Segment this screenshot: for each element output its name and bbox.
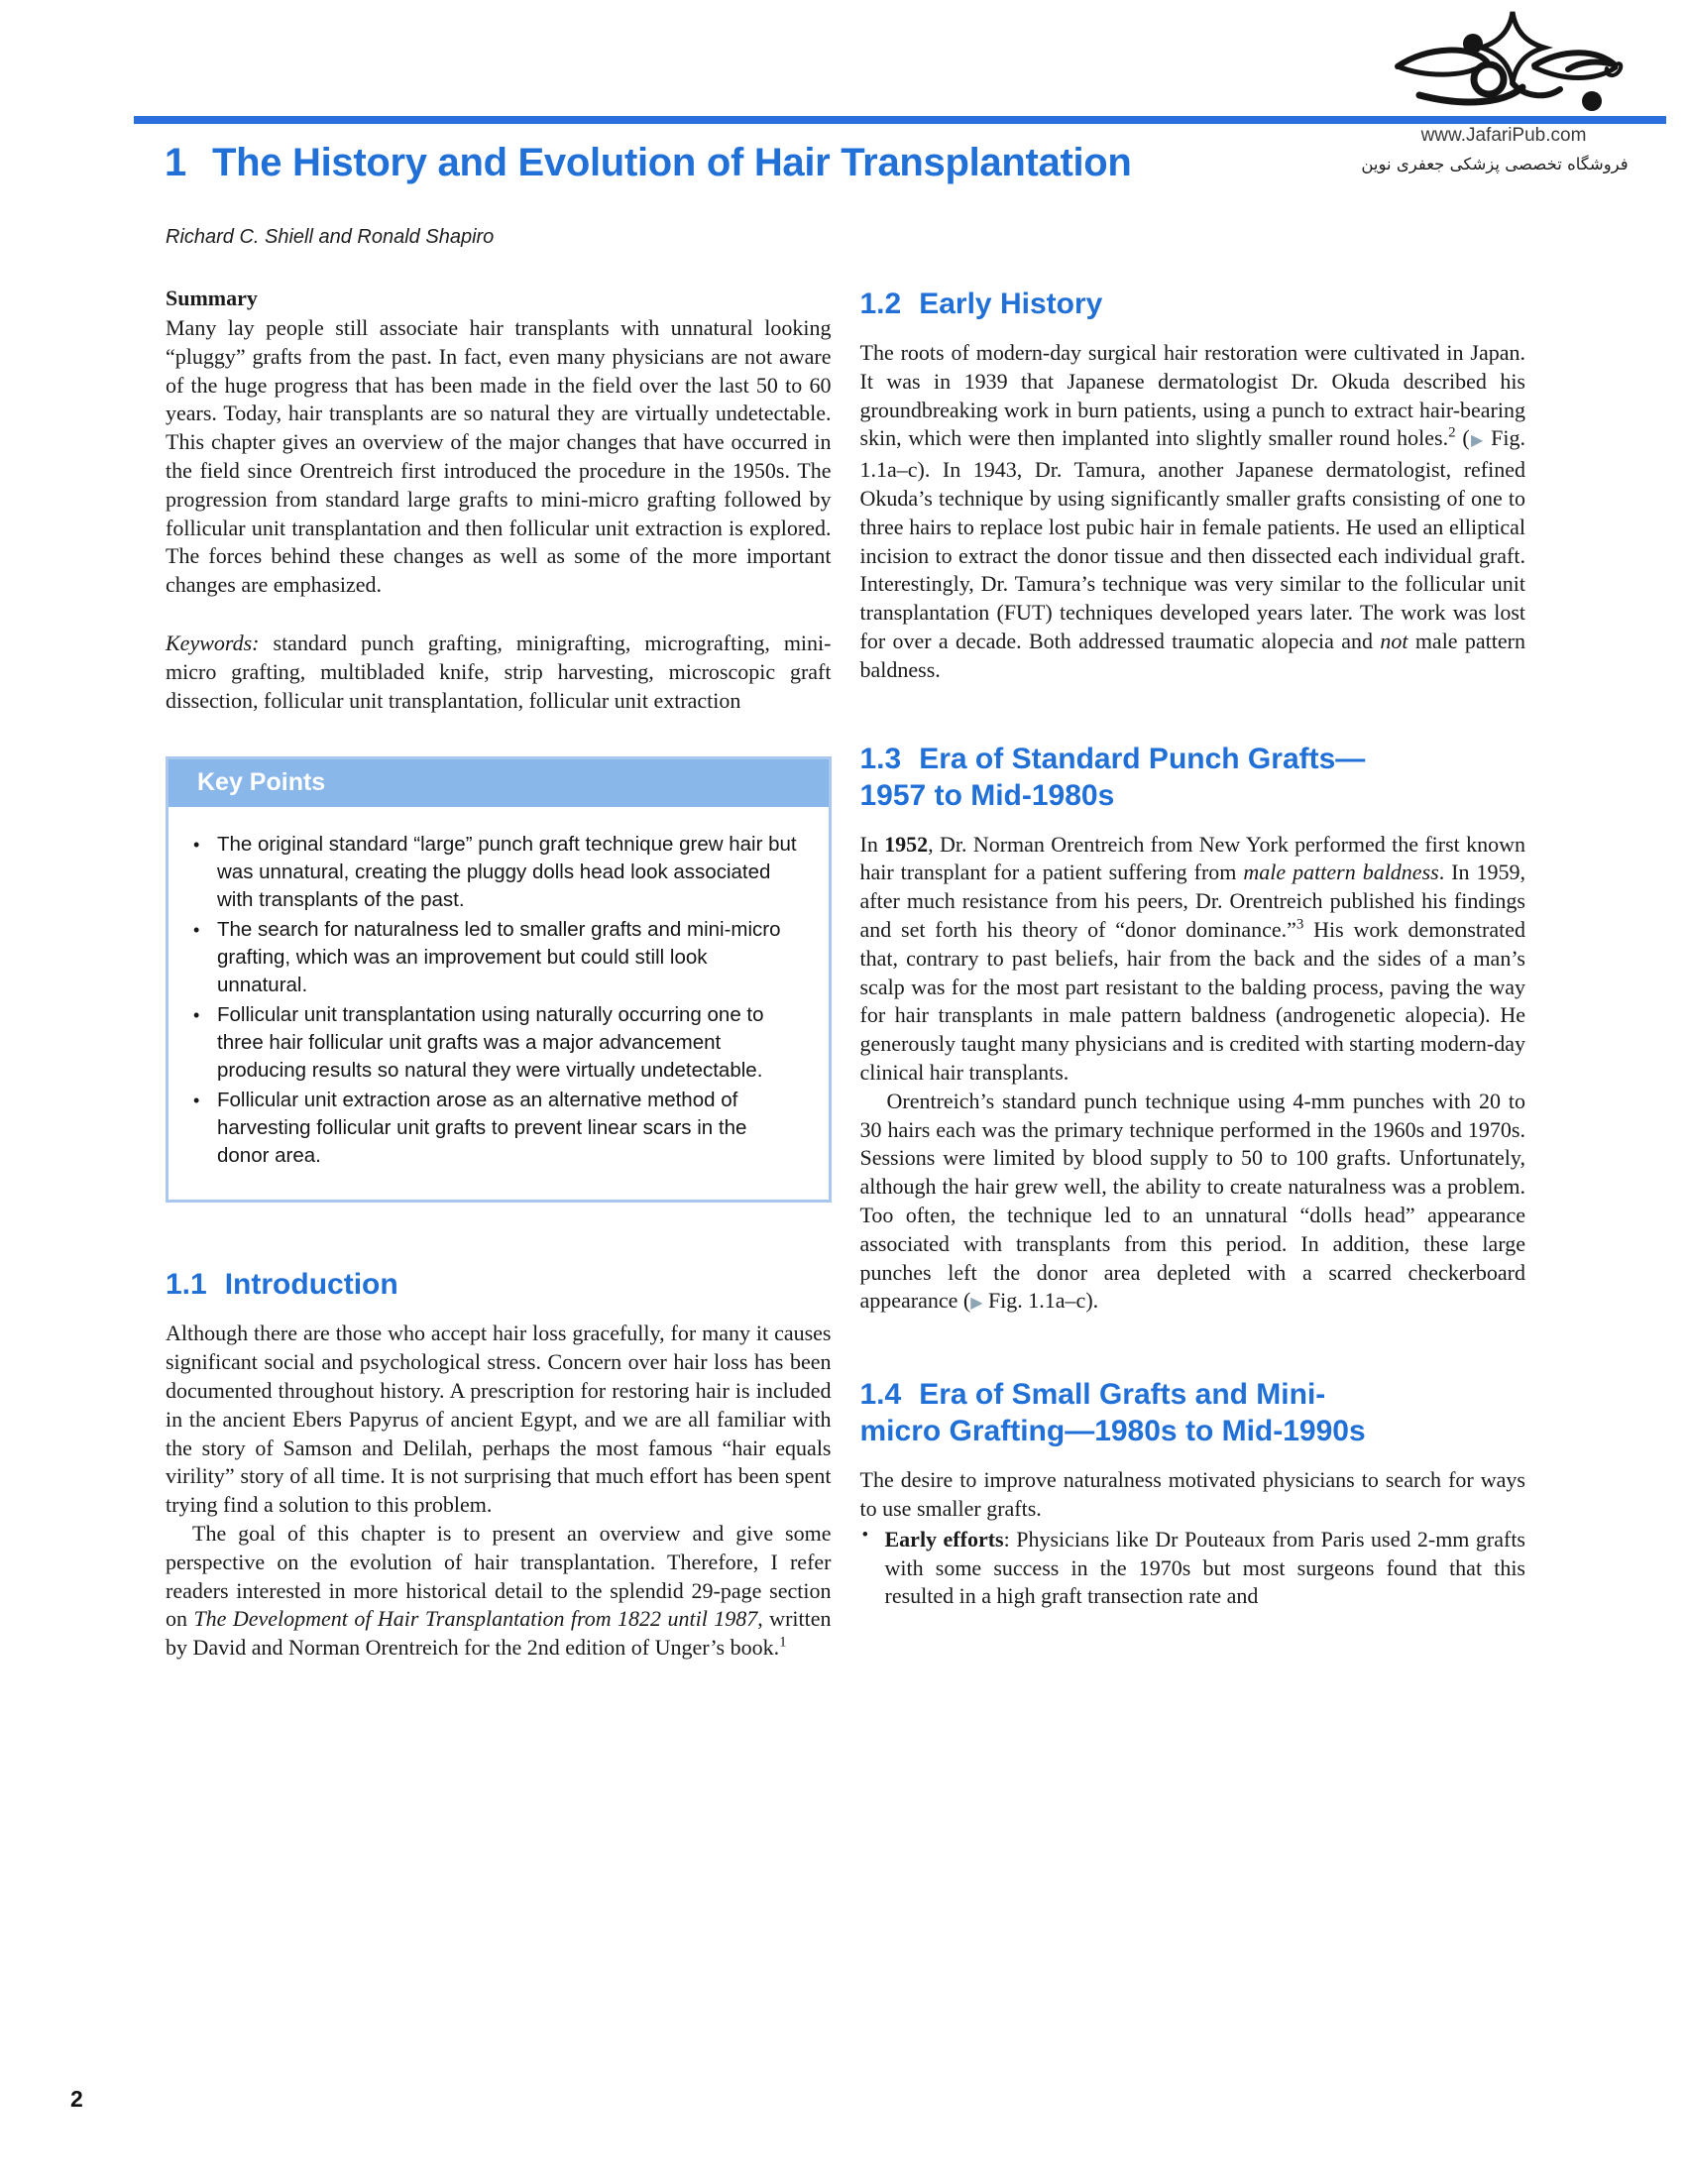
section-title: Era of Standard Punch Grafts—1957 to Mid-1980s [859, 742, 1366, 812]
left-column [166, 286, 832, 1663]
bullet-icon: • [193, 1091, 200, 1111]
summary-paragraph: Many lay people still associate hair transplants with unnatural looking “pluggy” grafts from the past. In fact, even many physicians are not aware of the huge progress that has been made in the field over the last 50 to 60 years. Today, hair transplants are so natural they are virtually undetectable. This chapter gives an overview of the major changes that have occurred in the field since Orentreich first introduced the procedure in the 1950s. The progression from standard large grafts to mini-micro grafting followed by follicular unit transplantation and then follicular unit extraction is explored. The forces behind these changes as well as some of the more important changes are emphasized. [166, 315, 832, 598]
key-point-text: Follicular unit extraction arose as an alternative method of harvesting follicular unit grafts to prevent linear scars in the donor area. [217, 1089, 747, 1168]
list-item-text: Early efforts: Physicians like Dr Pouteaux from Paris used 2-mm grafts with some success in the 1970s but most surgeons found that this resulted in a high graft transection rate and [884, 1526, 1525, 1609]
section-heading-1-3 [860, 741, 1401, 814]
page-number: 2 [70, 2086, 83, 2112]
chapter-title-text: The History and Evolution of Hair Transplantation [211, 141, 1132, 184]
bullet-icon: • [861, 1524, 869, 1546]
chapter-title [165, 141, 1132, 185]
publisher-tagline: فروشگاه تخصصی پزشکی جعفری نوین [1361, 155, 1629, 173]
section-number: 1.2 [859, 287, 902, 320]
section-number: 1.1 [166, 1268, 207, 1302]
standard-punch-paragraph-2: Orentreich’s standard punch technique using 4-mm punches with 20 to 30 hairs each was the primary technique performed in the 1960s and 1970s. Sessions were limited by blood supply to 50 to 100 grafts. Unfortunately, although the hair grew well, the ability to create naturalness was a problem. Too often, the technique led to an unnatural “dolls head” appearance associated with transplants from this period. In addition, these large punches left the donor area depleted with a scarred checkerboard appearance (▶ Fig. 1.1a–c). [859, 1088, 1525, 1314]
two-column-layout [166, 286, 1525, 1663]
section-number: 1.4 [859, 1378, 902, 1412]
intro-paragraph-1: Although there are those who accept hair loss gracefully, for many it causes significant social and psychological stress. Concern over hair loss has been documented throughout history. A prescription for restoring hair is included in the ancient Ebers Papyrus of ancient Egypt, and we are all familiar with the story of Samson and Delilah, perhaps the most famous “hair equals virility” story of all time. It is not surprising that much effort has been spent trying find a solution to this problem. [166, 1321, 832, 1518]
chapter-number: 1 [165, 141, 186, 184]
section-number: 1.3 [859, 742, 902, 775]
section-heading-1-2 [860, 286, 1401, 322]
key-point-text: Follicular unit transplantation using naturally occurring one to three hair follicular unit grafts was a major advancement producing results so natural they were virtually undetectable. [217, 1003, 764, 1083]
standard-punch-paragraph-1: In 1952, Dr. Norman Orentreich from New York performed the first known hair transplant for a patient suffering from male pattern baldness. In 1959, after much resistance from his peers, Dr. Orentreich published his findings and set forth his theory of “donor dominance.”$^3$ His work demonstrated that, contrary to past beliefs, hair from the back and the sides of a man’s scalp was for the most part resistant to the balding process, paving the way for hair transplants in male pattern baldness (androgenetic alopecia). He generously taught many physicians and is credited with starting modern-day clinical hair transplants. [859, 831, 1526, 1085]
section-title: Era of Small Grafts and Mini-micro Grafting—1980s to Mid-1990s [859, 1378, 1366, 1448]
right-column [860, 286, 1526, 1663]
key-point-item [190, 916, 803, 999]
publisher-website: www.JafariPub.com [1420, 125, 1587, 146]
list-item [860, 1526, 1526, 1611]
header-rule [134, 116, 1666, 124]
bullet-icon: • [193, 835, 200, 856]
keywords-paragraph: Keywords: standard punch grafting, minigrafting, micrografting, mini-micro grafting, multibladed knife, strip harvesting, microscopic graft dissection, follicular unit transplantation, follicular unit extraction [166, 630, 832, 713]
key-point-item [190, 1001, 803, 1085]
section-title: Introduction [224, 1268, 398, 1302]
section-heading-1-4 [860, 1376, 1401, 1449]
key-point-text: The search for naturalness led to smaller grafts and mini-micro grafting, which was an improvement but could still look unnatural. [217, 918, 781, 997]
key-point-item [190, 831, 803, 914]
bullet-icon: • [193, 1005, 200, 1026]
jafari-logo-icon [1386, 4, 1628, 115]
key-points-heading: Key Points [169, 759, 829, 807]
section-title: Early History [919, 287, 1103, 320]
section-heading-1-1 [166, 1266, 706, 1303]
bullet-icon: • [193, 920, 200, 941]
summary-heading: Summary [166, 286, 258, 310]
intro-paragraph-2: The goal of this chapter is to present an overview and give some perspective on the evolution of hair transplantation. Therefore, I refer readers interested in more historical detail to the splendid 29-page section on The Development of Hair Transplantation from 1822 until 1987, written by David and Norman Orentreich for the 2nd edition of Unger’s book.$^1$ [166, 1520, 832, 1661]
key-point-item [190, 1087, 803, 1170]
key-points-list [169, 807, 829, 1200]
small-grafts-bullet-list [860, 1526, 1526, 1611]
chapter-authors: Richard C. Shiell and Ronald Shapiro [166, 226, 495, 248]
small-grafts-paragraph: The desire to improve naturalness motivated physicians to search for ways to use smaller grafts. [859, 1467, 1525, 1521]
key-point-text: The original standard “large” punch graft technique grew hair but was unnatural, creating the pluggy dolls head look associated with transplants of the past. [217, 833, 797, 912]
early-history-paragraph: The roots of modern-day surgical hair restoration were cultivated in Japan. It was in 1939 that Japanese dermatologist Dr. Okuda described his groundbreaking work in burn patients, using a punch to extract hair-bearing skin, which were then implanted into slightly smaller round holes.$^2$ (▶ Fig. 1.1a–c). In 1943, Dr. Tamura, another Japanese dermatologist, refined Okuda’s technique by using significantly smaller grafts consisting of one to three hairs to replace lost pubic hair in female patients. He used an elliptical incision to extract the donor tissue and then dissected each individual graft. Interestingly, Dr. Tamura’s technique was very similar to the follicular unit transplantation (FUT) techniques developed years later. The work was lost for over a decade. Both addressed traumatic alopecia and not male pattern baldness. [859, 340, 1525, 682]
key-points-box [166, 756, 832, 1203]
